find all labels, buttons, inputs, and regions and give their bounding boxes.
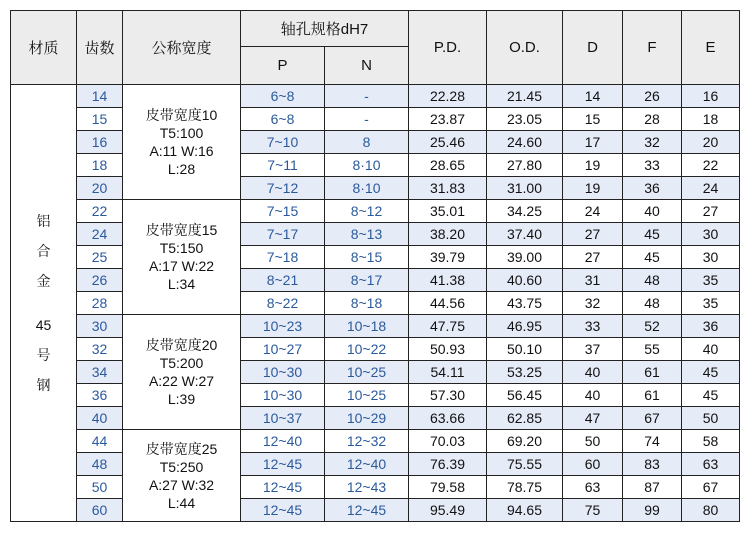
od-cell: 56.45 [487, 384, 563, 407]
header-material: 材质 [11, 11, 77, 85]
pd-cell: 50.93 [409, 338, 487, 361]
f-cell: 87 [623, 476, 682, 499]
teeth-cell: 30 [77, 315, 123, 338]
bore-p-cell: 8~22 [241, 292, 325, 315]
e-cell: 67 [682, 476, 740, 499]
pd-cell: 22.28 [409, 85, 487, 108]
teeth-cell: 20 [77, 177, 123, 200]
f-cell: 61 [623, 361, 682, 384]
nominal-width-line: A:27 W:32 [148, 476, 215, 493]
f-cell: 83 [623, 453, 682, 476]
teeth-cell: 44 [77, 430, 123, 453]
d-cell: 31 [563, 269, 623, 292]
table-row [11, 154, 740, 177]
nominal-width-line: T5:250 [159, 458, 204, 475]
material-gap [11, 296, 76, 310]
f-cell: 33 [623, 154, 682, 177]
e-cell: 20 [682, 131, 740, 154]
od-cell: 75.55 [487, 453, 563, 476]
teeth-cell: 25 [77, 246, 123, 269]
table-row [11, 453, 740, 476]
e-cell: 45 [682, 361, 740, 384]
bore-p-cell: 12~45 [241, 476, 325, 499]
header-p: P [241, 47, 325, 85]
f-cell: 55 [623, 338, 682, 361]
header-n: N [325, 47, 409, 85]
material-text: 号 [36, 347, 51, 363]
d-cell: 63 [563, 476, 623, 499]
bore-n-cell: 8·10 [325, 154, 409, 177]
nominal-width-line: L:39 [167, 391, 196, 407]
pd-cell: 23.87 [409, 108, 487, 131]
e-cell: 35 [682, 269, 740, 292]
nominal-width-line: 皮带宽度25 [145, 440, 218, 457]
bore-n-cell: 8~13 [325, 223, 409, 246]
nominal-width-line: T5:150 [159, 240, 204, 256]
bore-n-cell: 8~17 [325, 269, 409, 292]
e-cell: 58 [682, 430, 740, 453]
od-cell: 50.10 [487, 338, 563, 361]
f-cell: 48 [623, 269, 682, 292]
bore-p-cell: 10~37 [241, 407, 325, 430]
bore-p-cell: 10~30 [241, 384, 325, 407]
bore-n-cell: 8~15 [325, 246, 409, 269]
od-cell: 69.20 [487, 430, 563, 453]
table-row [11, 85, 740, 108]
table-row [11, 430, 740, 453]
od-cell: 78.75 [487, 476, 563, 499]
pd-cell: 57.30 [409, 384, 487, 407]
bore-p-cell: 12~45 [241, 499, 325, 522]
bore-n-cell: 12~45 [325, 499, 409, 522]
e-cell: 27 [682, 200, 740, 223]
d-cell: 32 [563, 292, 623, 315]
bore-n-cell: 10~18 [325, 315, 409, 338]
od-cell: 27.80 [487, 154, 563, 177]
nominal-width-cell [123, 200, 241, 315]
nominal-width-line: A:22 W:27 [148, 373, 215, 389]
pd-cell: 44.56 [409, 292, 487, 315]
bore-p-cell: 7~11 [241, 154, 325, 177]
e-cell: 45 [682, 384, 740, 407]
d-cell: 24 [563, 200, 623, 223]
bore-n-cell: 10~25 [325, 384, 409, 407]
table-row [11, 338, 740, 361]
teeth-cell: 24 [77, 223, 123, 246]
d-cell: 40 [563, 384, 623, 407]
teeth-cell: 28 [77, 292, 123, 315]
table-row [11, 177, 740, 200]
material-text: 45 [35, 317, 52, 333]
teeth-cell: 32 [77, 338, 123, 361]
od-cell: 62.85 [487, 407, 563, 430]
pd-cell: 28.65 [409, 154, 487, 177]
material-text: 合 [36, 243, 51, 259]
d-cell: 75 [563, 499, 623, 522]
bore-n-cell: 8 [325, 131, 409, 154]
table-row [11, 292, 740, 315]
f-cell: 45 [623, 223, 682, 246]
teeth-cell: 60 [77, 499, 123, 522]
nominal-width-line: A:17 W:22 [148, 258, 215, 274]
nominal-width-cell [123, 315, 241, 430]
f-cell: 74 [623, 430, 682, 453]
d-cell: 17 [563, 131, 623, 154]
d-cell: 33 [563, 315, 623, 338]
bore-p-cell: 10~30 [241, 361, 325, 384]
pd-cell: 76.39 [409, 453, 487, 476]
table-row [11, 108, 740, 131]
teeth-cell: 16 [77, 131, 123, 154]
teeth-cell: 50 [77, 476, 123, 499]
bore-p-cell: 7~10 [241, 131, 325, 154]
table-row [11, 384, 740, 407]
nominal-width-cell [123, 430, 241, 522]
bore-n-cell: 10~25 [325, 361, 409, 384]
header-e: E [682, 11, 740, 85]
table-row [11, 499, 740, 522]
od-cell: 24.60 [487, 131, 563, 154]
teeth-cell: 48 [77, 453, 123, 476]
f-cell: 26 [623, 85, 682, 108]
d-cell: 27 [563, 246, 623, 269]
pd-cell: 70.03 [409, 430, 487, 453]
f-cell: 99 [623, 499, 682, 522]
table-row [11, 246, 740, 269]
e-cell: 36 [682, 315, 740, 338]
teeth-cell: 15 [77, 108, 123, 131]
f-cell: 52 [623, 315, 682, 338]
bore-p-cell: 10~23 [241, 315, 325, 338]
d-cell: 15 [563, 108, 623, 131]
d-cell: 60 [563, 453, 623, 476]
od-cell: 31.00 [487, 177, 563, 200]
pulley-spec-table [10, 10, 740, 522]
e-cell: 22 [682, 154, 740, 177]
pd-cell: 95.49 [409, 499, 487, 522]
bore-n-cell: 8~12 [325, 200, 409, 223]
header-teeth: 齿数 [77, 11, 123, 85]
d-cell: 19 [563, 177, 623, 200]
nominal-width-line: 皮带宽度10 [145, 107, 218, 123]
od-cell: 40.60 [487, 269, 563, 292]
od-cell: 43.75 [487, 292, 563, 315]
header-d: D [563, 11, 623, 85]
nominal-width-line: T5:200 [159, 355, 204, 371]
f-cell: 28 [623, 108, 682, 131]
pd-cell: 54.11 [409, 361, 487, 384]
bore-n-cell: 8·10 [325, 177, 409, 200]
bore-p-cell: 12~45 [241, 453, 325, 476]
d-cell: 40 [563, 361, 623, 384]
od-cell: 23.05 [487, 108, 563, 131]
f-cell: 45 [623, 246, 682, 269]
table-body [11, 85, 740, 522]
d-cell: 27 [563, 223, 623, 246]
nominal-width-line: L:28 [167, 161, 196, 177]
header-nominal-width: 公称宽度 [123, 11, 241, 85]
e-cell: 40 [682, 338, 740, 361]
teeth-cell: 26 [77, 269, 123, 292]
bore-n-cell: 12~43 [325, 476, 409, 499]
table-row [11, 131, 740, 154]
bore-n-cell: 8~18 [325, 292, 409, 315]
teeth-cell: 14 [77, 85, 123, 108]
nominal-width-line: L:44 [167, 494, 196, 511]
material-text: 钢 [36, 377, 51, 393]
bore-p-cell: 6~8 [241, 108, 325, 131]
pd-cell: 25.46 [409, 131, 487, 154]
header-f: F [623, 11, 682, 85]
material-text: 金 [36, 273, 51, 289]
e-cell: 63 [682, 453, 740, 476]
pd-cell: 39.79 [409, 246, 487, 269]
od-cell: 21.45 [487, 85, 563, 108]
nominal-width-line: A:11 W:16 [149, 143, 214, 159]
header-pd: P.D. [409, 11, 487, 85]
bore-p-cell: 8~21 [241, 269, 325, 292]
pd-cell: 41.38 [409, 269, 487, 292]
bore-p-cell: 7~12 [241, 177, 325, 200]
bore-p-cell: 7~18 [241, 246, 325, 269]
bore-n-cell: 10~29 [325, 407, 409, 430]
bore-p-cell: 7~17 [241, 223, 325, 246]
f-cell: 67 [623, 407, 682, 430]
teeth-cell: 18 [77, 154, 123, 177]
od-cell: 46.95 [487, 315, 563, 338]
d-cell: 19 [563, 154, 623, 177]
pd-cell: 38.20 [409, 223, 487, 246]
header-od: O.D. [487, 11, 563, 85]
e-cell: 16 [682, 85, 740, 108]
table-row [11, 315, 740, 338]
nominal-width-line: 皮带宽度15 [145, 222, 218, 238]
table-row [11, 223, 740, 246]
od-cell: 39.00 [487, 246, 563, 269]
f-cell: 48 [623, 292, 682, 315]
e-cell: 24 [682, 177, 740, 200]
bore-p-cell: 7~15 [241, 200, 325, 223]
d-cell: 50 [563, 430, 623, 453]
od-cell: 94.65 [487, 499, 563, 522]
d-cell: 14 [563, 85, 623, 108]
e-cell: 30 [682, 223, 740, 246]
header-bore-spec: 轴孔规格dH7 [241, 11, 409, 47]
bore-p-cell: 10~27 [241, 338, 325, 361]
pd-cell: 79.58 [409, 476, 487, 499]
pd-cell: 63.66 [409, 407, 487, 430]
bore-p-cell: 6~8 [241, 85, 325, 108]
bore-n-cell: 12~32 [325, 430, 409, 453]
nominal-width-line: T5:100 [159, 125, 204, 141]
bore-n-cell: 10~22 [325, 338, 409, 361]
pd-cell: 47.75 [409, 315, 487, 338]
table-row [11, 269, 740, 292]
teeth-cell: 22 [77, 200, 123, 223]
e-cell: 50 [682, 407, 740, 430]
material-text: 铝 [36, 213, 51, 229]
nominal-width-line: L:34 [167, 276, 196, 292]
e-cell: 35 [682, 292, 740, 315]
table-row [11, 200, 740, 223]
od-cell: 37.40 [487, 223, 563, 246]
bore-n-cell: - [325, 85, 409, 108]
od-cell: 34.25 [487, 200, 563, 223]
e-cell: 18 [682, 108, 740, 131]
table-row [11, 361, 740, 384]
e-cell: 80 [682, 499, 740, 522]
table-row [11, 407, 740, 430]
nominal-width-line: 皮带宽度20 [145, 337, 218, 353]
teeth-cell: 34 [77, 361, 123, 384]
teeth-cell: 36 [77, 384, 123, 407]
d-cell: 37 [563, 338, 623, 361]
od-cell: 53.25 [487, 361, 563, 384]
table-row [11, 476, 740, 499]
bore-n-cell: - [325, 108, 409, 131]
f-cell: 32 [623, 131, 682, 154]
bore-n-cell: 12~40 [325, 453, 409, 476]
pd-cell: 35.01 [409, 200, 487, 223]
nominal-width-cell [123, 85, 241, 200]
bore-p-cell: 12~40 [241, 430, 325, 453]
e-cell: 30 [682, 246, 740, 269]
pd-cell: 31.83 [409, 177, 487, 200]
f-cell: 61 [623, 384, 682, 407]
d-cell: 47 [563, 407, 623, 430]
teeth-cell: 40 [77, 407, 123, 430]
material-cell [11, 85, 77, 522]
table-header [11, 11, 740, 85]
f-cell: 40 [623, 200, 682, 223]
f-cell: 36 [623, 177, 682, 200]
